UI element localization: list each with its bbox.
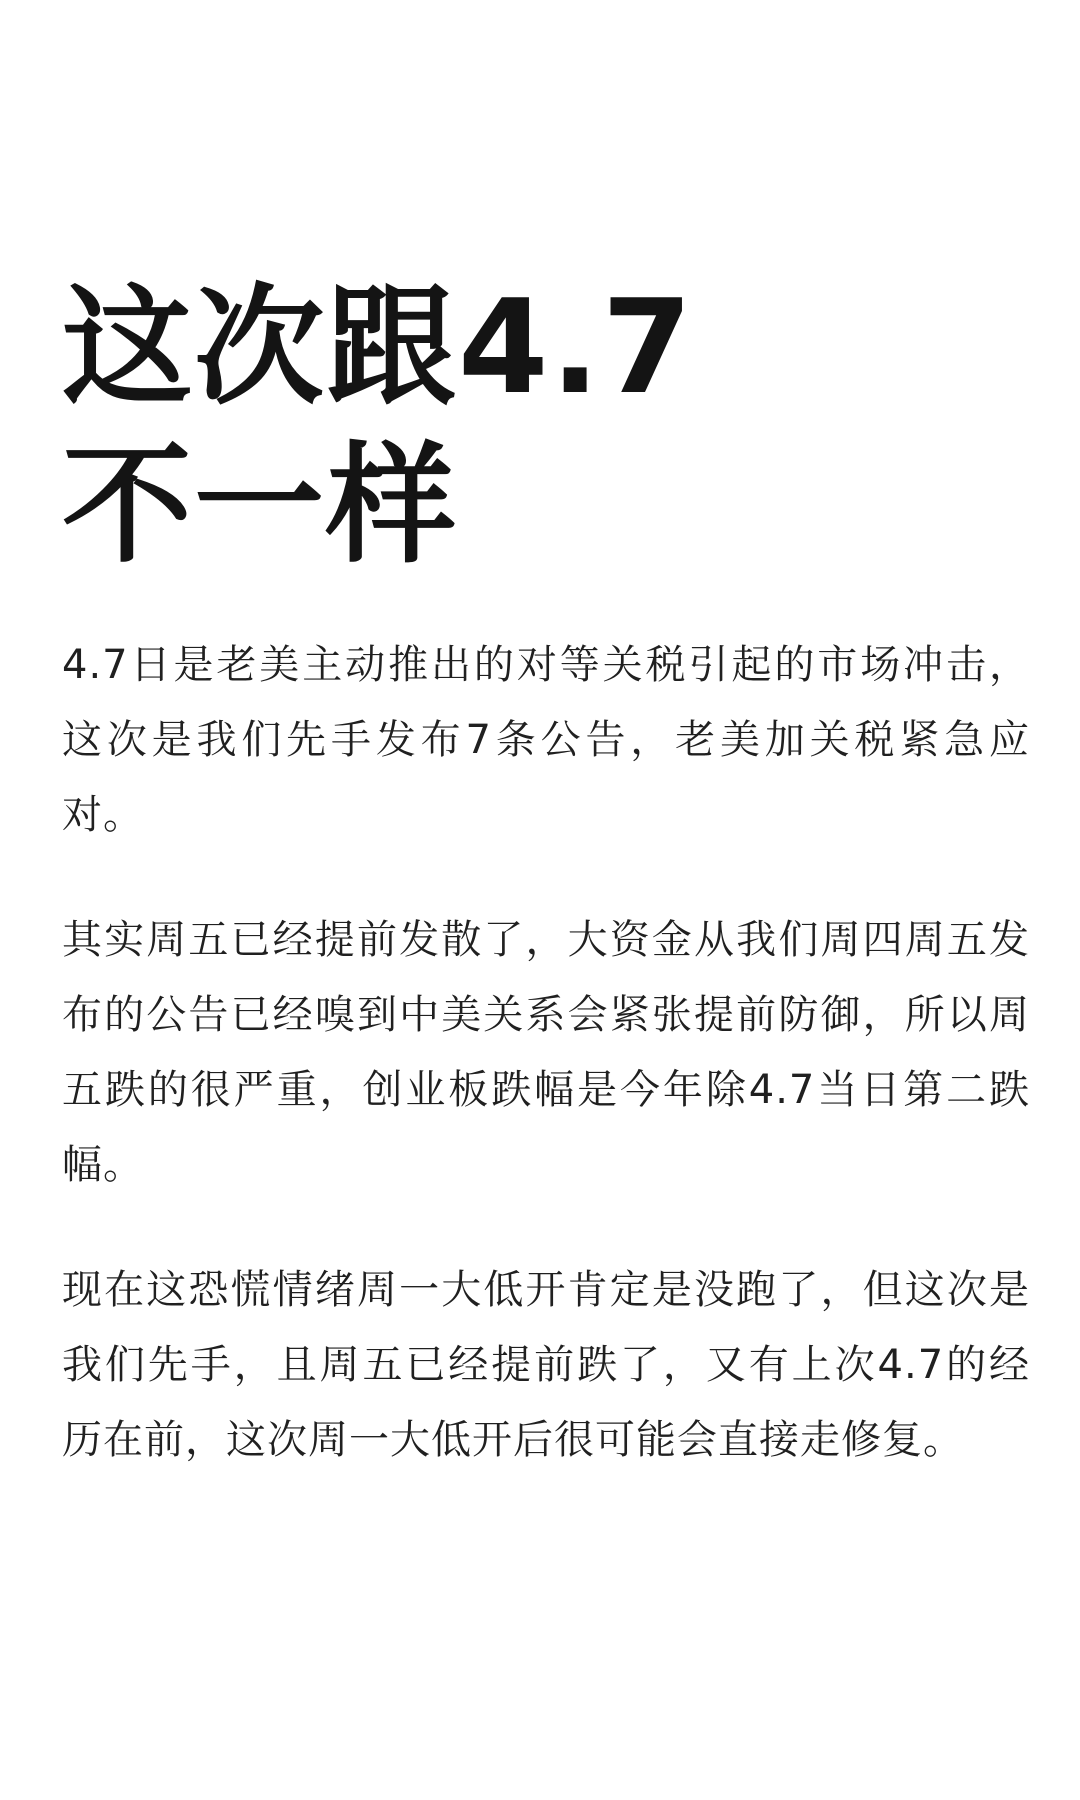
paragraph-2: 其实周五已经提前发散了，大资金从我们周四周五发布的公告已经嗅到中美关系会紧张提前防御，所以周五跌的很严重，创业板跌幅是今年除4.7当日第二跌幅。 <box>62 917 1030 1188</box>
paragraph-3: 现在这恐慌情绪周一大低开肯定是没跑了，但这次是我们先手，且周五已经提前跌了，又有上次4.7的经历在前，这次周一大低开后很可能会直接走修复。 <box>62 1267 1030 1463</box>
article-page <box>62 0 1030 1800</box>
title-line-2: 不一样 <box>62 429 459 581</box>
paragraph-1: 4.7日是老美主动推出的对等关税引起的市场冲击，这次是我们先手发布7条公告，老美加关税紧急应对。 <box>62 642 1030 838</box>
article-body <box>62 628 1030 1528</box>
title-line-1: 这次跟4.7 <box>62 271 695 423</box>
article-title <box>62 268 694 584</box>
